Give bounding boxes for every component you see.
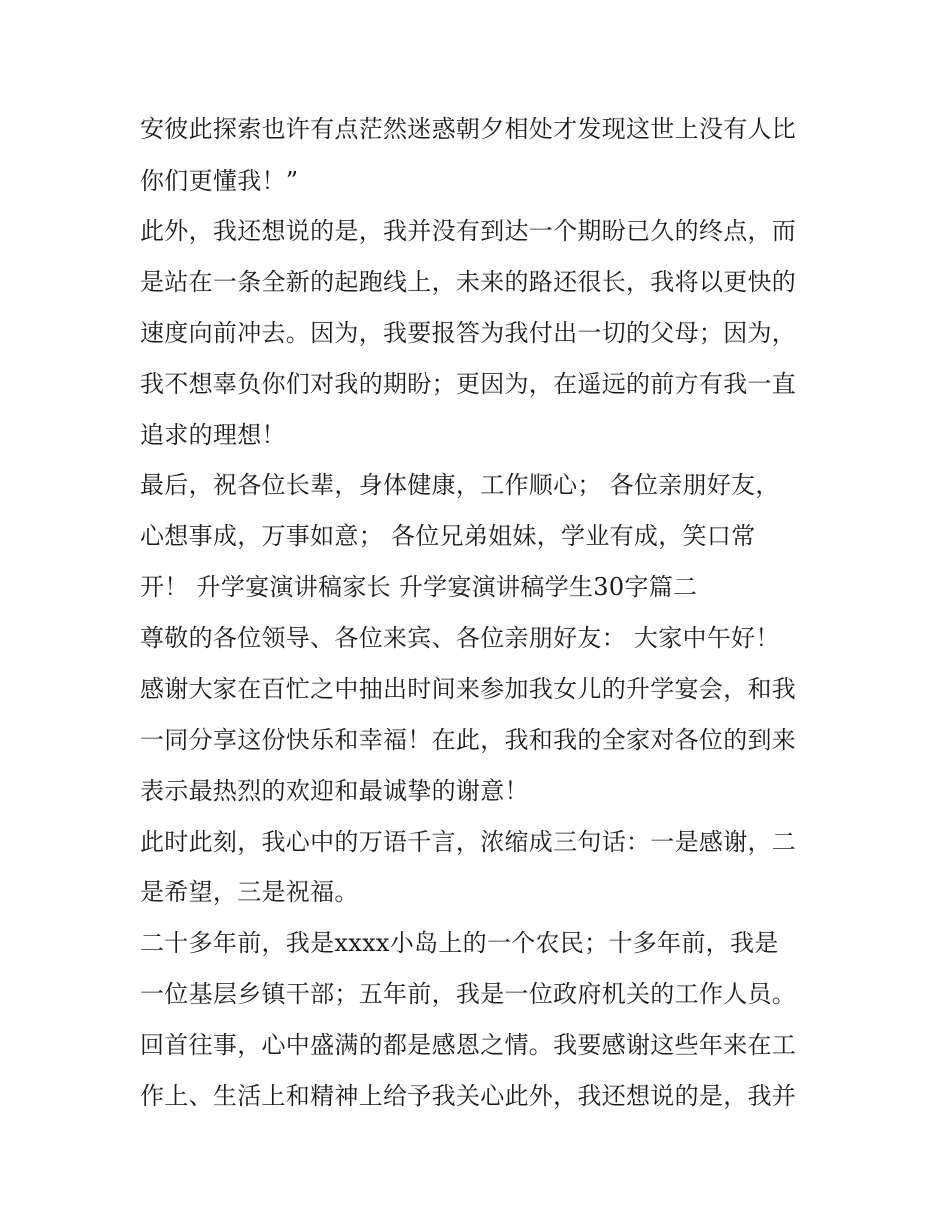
- text-line: 表示最热烈的欢迎和最诚挚的谢意！: [140, 777, 529, 805]
- text-line: 最后，祝各位长辈，身体健康，工作顺心； 各位亲朋好友，: [140, 471, 780, 499]
- text-line: 感谢大家在百忙之中抽出时间来参加我女儿的升学宴会，和我: [140, 675, 797, 703]
- text-line: 此外，我还想说的是，我并没有到达一个期盼已久的终点，而: [140, 217, 797, 245]
- text-line: 一位基层乡镇干部；五年前，我是一位政府机关的工作人员。: [140, 980, 797, 1008]
- text-line: 此时此刻，我心中的万语千言，浓缩成三句话：一是感谢，二: [140, 828, 797, 856]
- text-line: 心想事成，万事如意； 各位兄弟姐妹，学业有成，笑口常: [140, 522, 756, 550]
- text-line: 我不想辜负你们对我的期盼；更因为，在遥远的前方有我一直: [140, 370, 797, 398]
- text-line: 你们更懂我！”: [140, 167, 299, 195]
- text-line: 安彼此探索也许有点茫然迷惑朝夕相处才发现这世上没有人比: [140, 115, 797, 143]
- text-line: 一同分享这份快乐和幸福！在此，我和我的全家对各位的到来: [140, 726, 797, 754]
- text-line: 作上、生活上和精神上给予我关心此外，我还想说的是，我并: [140, 1082, 797, 1110]
- text-line: 速度向前冲去。因为，我要报答为我付出一切的父母；因为，: [140, 319, 797, 347]
- text-line: 回首往事，心中盛满的都是感恩之情。我要感谢这些年来在工: [140, 1031, 797, 1059]
- text-line: 二十多年前，我是xxxx小岛上的一个农民；十多年前，我是: [140, 929, 779, 957]
- text-line: 追求的理想！: [140, 421, 286, 449]
- text-line: 尊敬的各位领导、各位来宾、各位亲朋好友： 大家中午好！: [140, 624, 780, 652]
- text-line: 开！ 升学宴演讲稿家长 升学宴演讲稿学生30字篇二: [140, 573, 698, 601]
- text-line: 是站在一条全新的起跑线上，未来的路还很长，我将以更快的: [140, 268, 797, 296]
- text-line: 是希望，三是祝福。: [140, 878, 359, 906]
